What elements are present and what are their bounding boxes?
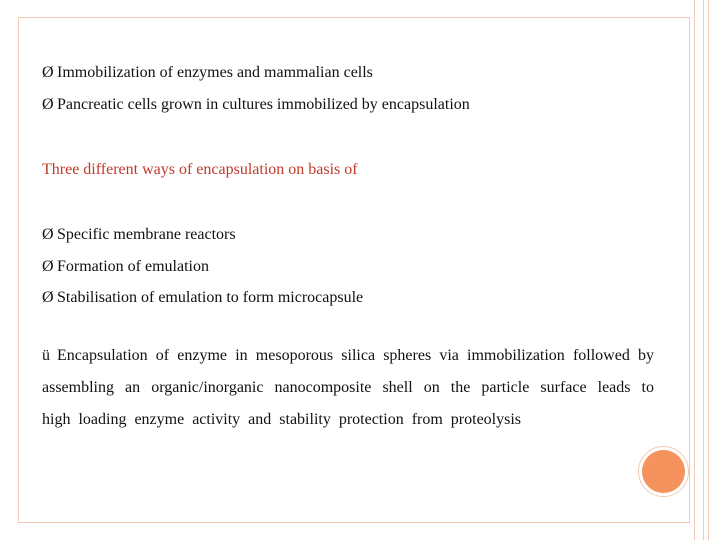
bullet-item (42, 95, 470, 115)
paragraph-text: Encapsulation of enzyme in mesoporous silica spheres via immobilization followed by assembling an organic/inorganic nanocomposite shell on the particle surface leads to high loading enzyme activity and stability protection from proteolysis (42, 347, 654, 428)
bullet-item (42, 288, 363, 308)
arrow-bullet-icon: Ø (42, 226, 54, 243)
decorative-line (694, 0, 695, 540)
bullet-text: Specific membrane reactors (57, 226, 236, 243)
bullet-item (42, 257, 209, 277)
bullet-text: Stabilisation of emulation to form microcapsule (57, 289, 364, 306)
bullet-text: Formation of emulation (57, 258, 209, 275)
bullet-item (42, 63, 373, 83)
decorative-line (703, 0, 704, 540)
arrow-bullet-icon: Ø (42, 64, 54, 81)
bullet-text: Pancreatic cells grown in cultures immobilized by encapsulation (57, 96, 470, 113)
arrow-bullet-icon: Ø (42, 96, 54, 113)
decorative-line (708, 0, 709, 540)
arrow-bullet-icon: Ø (42, 258, 54, 275)
bullet-item (42, 225, 236, 245)
decorative-circle (642, 450, 685, 493)
section-heading: Three different ways of encapsulation on basis of (42, 161, 358, 178)
check-bullet-icon: ü (42, 347, 50, 364)
bullet-text: Immobilization of enzymes and mammalian cells (57, 64, 373, 81)
arrow-bullet-icon: Ø (42, 289, 54, 306)
check-item-paragraph (42, 340, 654, 436)
